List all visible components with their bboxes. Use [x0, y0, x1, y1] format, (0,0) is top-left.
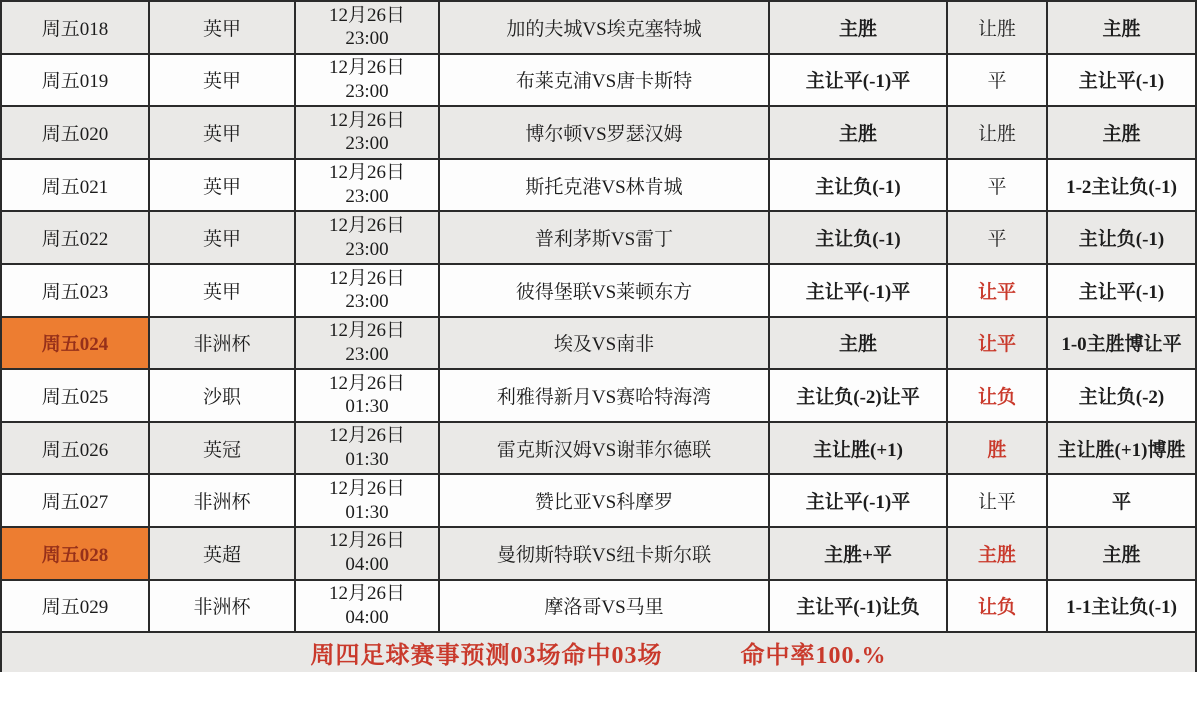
league-cell: 非洲杯 — [149, 317, 295, 370]
league-cell: 非洲杯 — [149, 580, 295, 633]
summary-cell — [1, 632, 1196, 672]
time-line: 01:30 — [345, 449, 389, 471]
league-cell: 沙职 — [149, 369, 295, 422]
table-row — [1, 527, 1196, 580]
prediction-cell: 主胜 — [769, 1, 947, 54]
prediction-cell: 主让平(-1)平 — [769, 54, 947, 107]
match-id-cell: 周五021 — [1, 159, 149, 212]
match-id-cell: 周五023 — [1, 264, 149, 317]
table-row — [1, 159, 1196, 212]
recommendation-cell: 平 — [947, 211, 1047, 264]
match-cell: 埃及VS南非 — [439, 317, 769, 370]
match-id-cell: 周五026 — [1, 422, 149, 475]
datetime-cell — [295, 580, 439, 633]
time-line: 23:00 — [345, 291, 389, 313]
league-cell: 英甲 — [149, 54, 295, 107]
prediction-cell: 主让负(-2)让平 — [769, 369, 947, 422]
league-cell: 英冠 — [149, 422, 295, 475]
league-cell: 非洲杯 — [149, 474, 295, 527]
match-id-cell: 周五027 — [1, 474, 149, 527]
prediction-cell: 主让负(-1) — [769, 211, 947, 264]
prediction-cell: 主胜 — [769, 317, 947, 370]
prediction-cell: 主让胜(+1) — [769, 422, 947, 475]
match-cell: 利雅得新月VS赛哈特海湾 — [439, 369, 769, 422]
date-line: 12月26日 — [328, 162, 405, 184]
date-line: 12月26日 — [328, 109, 405, 131]
result-cell: 1-0主胜博让平 — [1047, 317, 1196, 370]
time-line: 23:00 — [345, 343, 389, 365]
prediction-cell: 主让平(-1)让负 — [769, 580, 947, 633]
time-line: 23:00 — [345, 80, 389, 102]
recommendation-cell: 让平 — [947, 474, 1047, 527]
time-line: 04:00 — [345, 606, 389, 628]
datetime-cell — [295, 369, 439, 422]
result-cell: 主让平(-1) — [1047, 264, 1196, 317]
summary-row — [1, 632, 1196, 672]
table-row — [1, 369, 1196, 422]
time-line: 23:00 — [345, 133, 389, 155]
match-cell: 加的夫城VS埃克塞特城 — [439, 1, 769, 54]
result-cell: 1-1主让负(-1) — [1047, 580, 1196, 633]
match-cell: 斯托克港VS林肯城 — [439, 159, 769, 212]
league-cell: 英甲 — [149, 106, 295, 159]
match-cell: 普利茅斯VS雷丁 — [439, 211, 769, 264]
match-id-cell: 周五024 — [1, 317, 149, 370]
match-cell: 赞比亚VS科摩罗 — [439, 474, 769, 527]
prediction-cell: 主让平(-1)平 — [769, 474, 947, 527]
match-cell: 彼得堡联VS莱顿东方 — [439, 264, 769, 317]
recommendation-cell: 主胜 — [947, 527, 1047, 580]
recommendation-cell: 让负 — [947, 369, 1047, 422]
date-line: 12月26日 — [328, 4, 405, 26]
result-cell: 1-2主让负(-1) — [1047, 159, 1196, 212]
time-line: 23:00 — [345, 186, 389, 208]
match-cell: 摩洛哥VS马里 — [439, 580, 769, 633]
match-id-cell: 周五029 — [1, 580, 149, 633]
league-cell: 英甲 — [149, 159, 295, 212]
hit-rate-text: 命中率100.% — [740, 643, 887, 670]
recommendation-cell: 让平 — [947, 317, 1047, 370]
match-id-cell: 周五018 — [1, 1, 149, 54]
recommendation-cell: 平 — [947, 159, 1047, 212]
recommendation-cell: 让负 — [947, 580, 1047, 633]
time-line: 23:00 — [345, 28, 389, 50]
match-id-cell: 周五028 — [1, 527, 149, 580]
datetime-cell — [295, 211, 439, 264]
table-row — [1, 422, 1196, 475]
result-cell: 主胜 — [1047, 106, 1196, 159]
recommendation-cell: 让平 — [947, 264, 1047, 317]
recommendation-cell: 胜 — [947, 422, 1047, 475]
time-line: 04:00 — [345, 554, 389, 576]
match-id-cell: 周五025 — [1, 369, 149, 422]
datetime-cell — [295, 106, 439, 159]
result-cell: 主让平(-1) — [1047, 54, 1196, 107]
prediction-cell: 主胜 — [769, 106, 947, 159]
result-cell: 主让负(-2) — [1047, 369, 1196, 422]
datetime-cell — [295, 54, 439, 107]
match-cell: 博尔顿VS罗瑟汉姆 — [439, 106, 769, 159]
match-id-cell: 周五022 — [1, 211, 149, 264]
time-line: 23:00 — [345, 238, 389, 260]
date-line: 12月26日 — [328, 425, 405, 447]
datetime-cell — [295, 474, 439, 527]
datetime-cell — [295, 159, 439, 212]
date-line: 12月26日 — [328, 267, 405, 289]
table-row — [1, 1, 1196, 54]
recommendation-cell: 让胜 — [947, 1, 1047, 54]
table-row — [1, 54, 1196, 107]
match-cell: 布莱克浦VS唐卡斯特 — [439, 54, 769, 107]
recommendation-cell: 让胜 — [947, 106, 1047, 159]
table-row — [1, 474, 1196, 527]
table-row — [1, 264, 1196, 317]
time-line: 01:30 — [345, 396, 389, 418]
match-id-cell: 周五019 — [1, 54, 149, 107]
match-cell: 曼彻斯特联VS纽卡斯尔联 — [439, 527, 769, 580]
datetime-cell — [295, 527, 439, 580]
prediction-cell: 主胜+平 — [769, 527, 947, 580]
recommendation-cell: 平 — [947, 54, 1047, 107]
datetime-cell — [295, 422, 439, 475]
table-row — [1, 211, 1196, 264]
result-cell: 主胜 — [1047, 1, 1196, 54]
result-cell: 主胜 — [1047, 527, 1196, 580]
date-line: 12月26日 — [328, 583, 405, 605]
league-cell: 英甲 — [149, 1, 295, 54]
result-cell: 主让负(-1) — [1047, 211, 1196, 264]
date-line: 12月26日 — [328, 320, 405, 342]
datetime-cell — [295, 317, 439, 370]
match-cell: 雷克斯汉姆VS谢菲尔德联 — [439, 422, 769, 475]
date-line: 12月26日 — [328, 372, 405, 394]
result-cell: 平 — [1047, 474, 1196, 527]
table-row — [1, 106, 1196, 159]
datetime-cell — [295, 1, 439, 54]
prediction-cell: 主让平(-1)平 — [769, 264, 947, 317]
league-cell: 英甲 — [149, 211, 295, 264]
table-body — [1, 1, 1196, 632]
prediction-cell: 主让负(-1) — [769, 159, 947, 212]
league-cell: 英超 — [149, 527, 295, 580]
table-row — [1, 580, 1196, 633]
date-line: 12月26日 — [328, 57, 405, 79]
summary-text: 周四足球赛事预测03场命中03场 — [310, 643, 663, 670]
date-line: 12月26日 — [328, 530, 405, 552]
datetime-cell — [295, 264, 439, 317]
date-line: 12月26日 — [328, 214, 405, 236]
table-row — [1, 317, 1196, 370]
time-line: 01:30 — [345, 501, 389, 523]
match-id-cell: 周五020 — [1, 106, 149, 159]
date-line: 12月26日 — [328, 477, 405, 499]
league-cell: 英甲 — [149, 264, 295, 317]
result-cell: 主让胜(+1)博胜 — [1047, 422, 1196, 475]
